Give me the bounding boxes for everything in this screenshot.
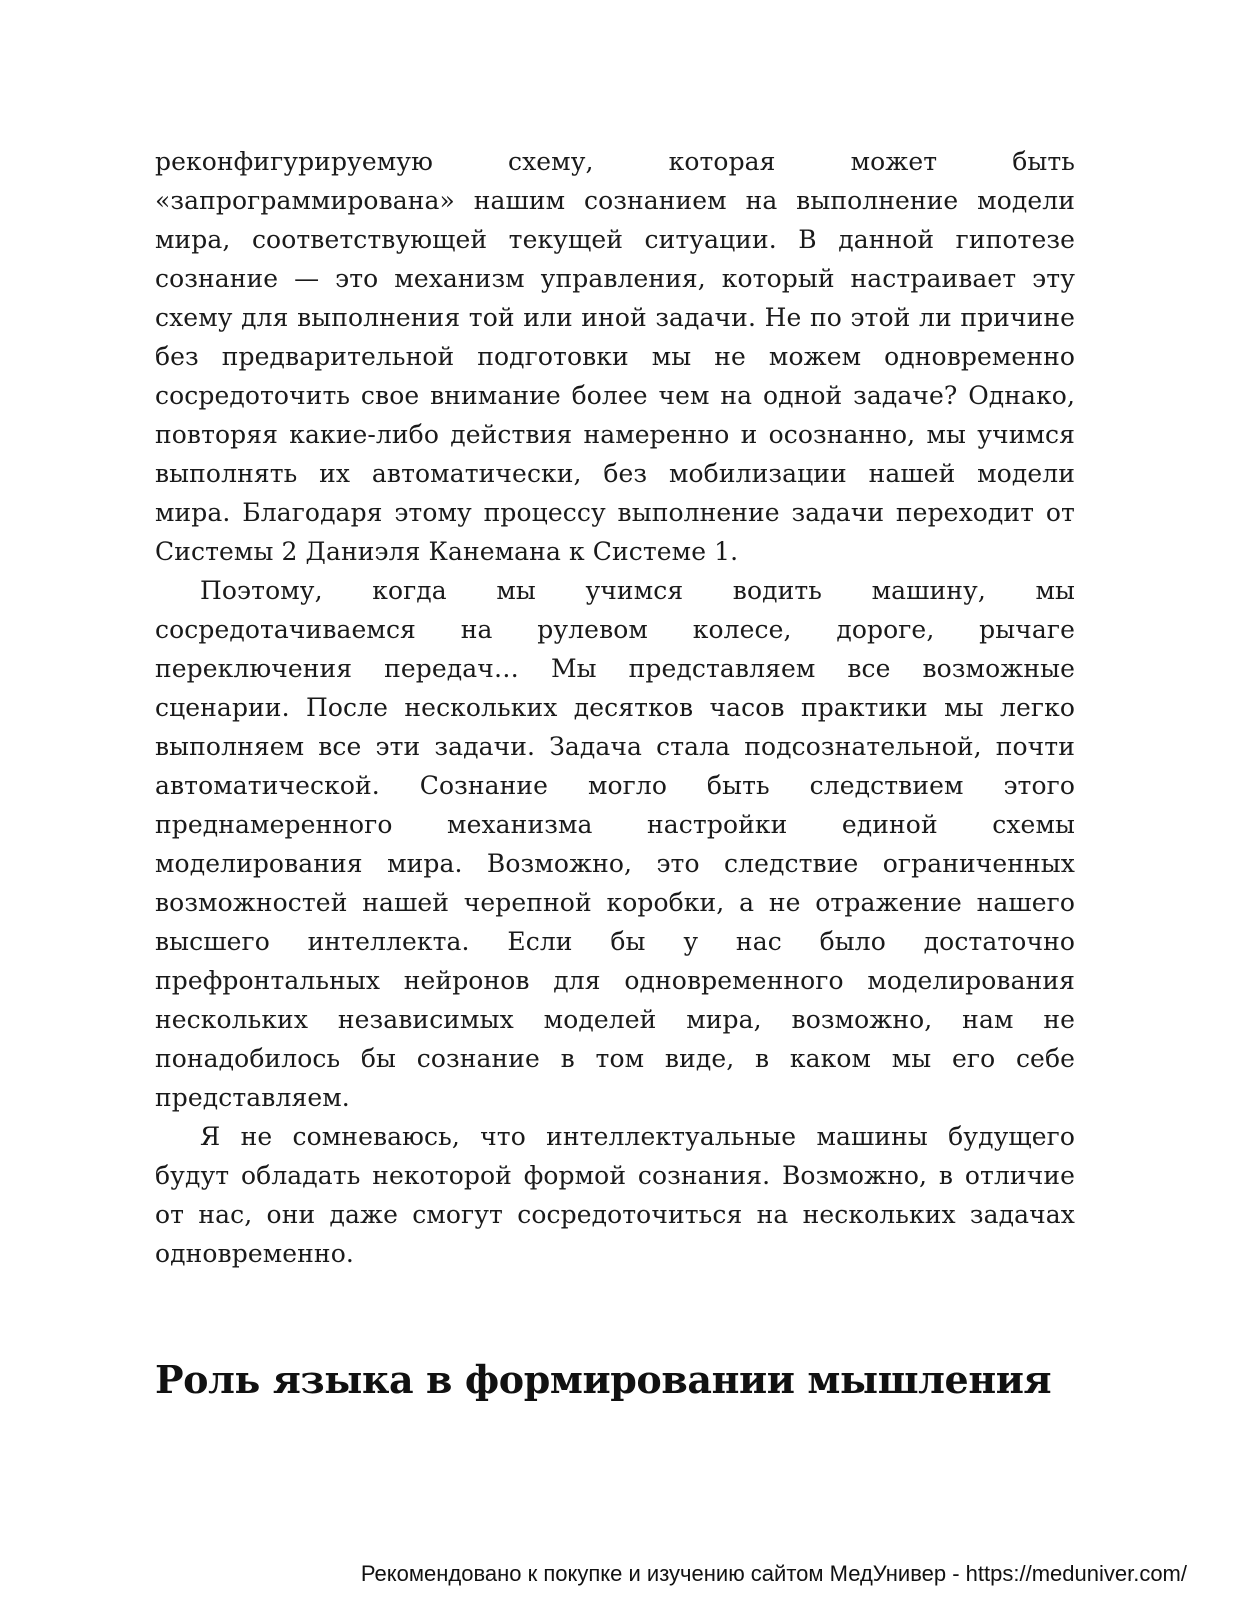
paragraph-driving: Поэтому, когда мы учимся водить машину, мы сосредотачиваемся на рулевом колесе, дороге, рычаге переключения передач… Мы представляем все возможные сценарии. После нескольких десятков часов практики мы легко выполняем все эти задачи. Задача стала подсознательной, почти автоматической. Сознание могло быть следствием этого преднамеренного механизма настройки единой схемы моделирования мира. Возможно, это следствие ограниченных возможностей нашей черепной коробки, а не отражение нашего высшего интеллекта. Если бы у нас было достаточно префронтальных нейронов для одновременного моделирования нескольких независимых моделей мира, возможно, нам не понадобилось бы сознание в том виде, в каком мы его себе представляем.: [155, 576, 1075, 1112]
section-heading: Роль языка в формировании мышления: [155, 1357, 1052, 1402]
footer-watermark: Рекомендовано к покупке и изучению сайтом МедУнивер - https://meduniver.com/: [360, 1561, 1187, 1586]
paragraph-continuation: реконфигурируемую схему, которая может быть «запрограммирована» нашим сознанием на выполнение модели мира, соответствующей текущей ситуации. В данной гипотезе сознание — это механизм управления, который настраивает эту схему для выполнения той или иной задачи. Не по этой ли причине без предварительной подготовки мы не можем одновременно сосредоточить свое внимание более чем на одной задаче? Однако, повторяя какие-либо действия намеренно и осознанно, мы учимся выполнять их автоматически, без мобилизации нашей модели мира. Благодаря этому процессу выполнение задачи переходит от Системы 2 Даниэля Канемана к Системе 1.: [155, 147, 1075, 566]
paragraph-machines: Я не сомневаюсь, что интеллектуальные машины будущего будут обладать некоторой формой сознания. Возможно, в отличие от нас, они даже смогут сосредоточиться на нескольких задачах одновременно.: [155, 1122, 1075, 1268]
page-body: [155, 142, 1075, 1273]
